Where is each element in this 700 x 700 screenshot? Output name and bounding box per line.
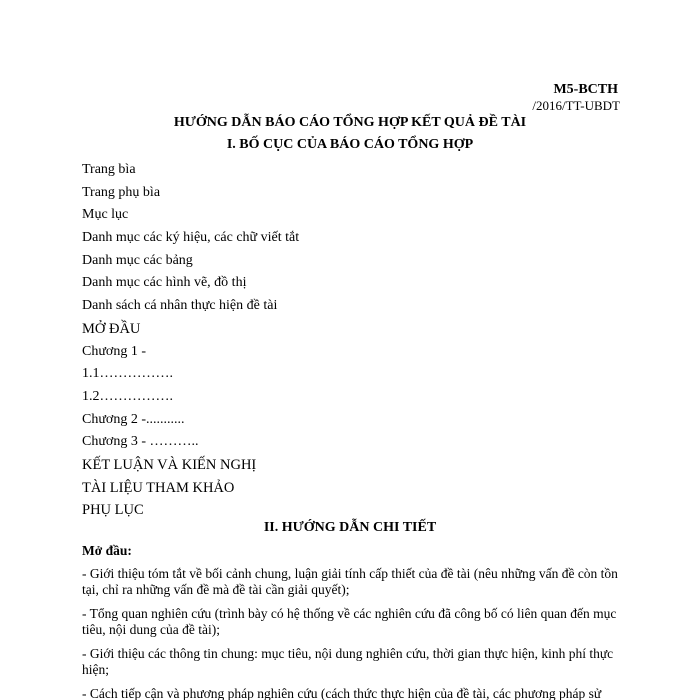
list-item: KẾT LUẬN VÀ KIẾN NGHỊ (82, 456, 257, 473)
paragraph: - Giới thiệu các thông tin chung: mục tiêu, nội dung nghiên cứu, thời gian thực hiện, kinh phí thực hiện; (82, 646, 614, 677)
list-item: 1.1……………. (82, 366, 173, 382)
list-item: Chương 3 - ……….. (82, 434, 199, 450)
list-item: TÀI LIỆU THAM KHẢO (82, 479, 235, 496)
list-item: Trang phụ bìa (82, 184, 161, 200)
list-item: Danh mục các ký hiệu, các chữ viết tắt (82, 230, 300, 246)
list-item: Danh mục các hình vẽ, đồ thị (82, 275, 247, 291)
paragraph: - Giới thiệu tóm tắt về bối cảnh chung, luận giải tính cấp thiết của đề tài (nêu những vấn đề còn tồn tại, chỉ ra những vấn đề mà đề tài cần giải quyết); (82, 566, 618, 597)
list-item: Mục lục (82, 207, 129, 223)
detail-section (82, 542, 620, 700)
section-2-heading: II. HƯỚNG DẪN CHI TIẾT (263, 520, 437, 535)
list-item: Danh mục các bảng (82, 252, 193, 268)
form-code: M5-BCTH (553, 82, 618, 97)
list-item: MỞ ĐẦU (82, 320, 141, 337)
paragraph: - Tổng quan nghiên cứu (trình bày có hệ thống về các nghiên cứu đã công bố có liên quan đến mục tiêu, nội dung của đề tài); (82, 606, 617, 637)
document-title: HƯỚNG DẪN BÁO CÁO TỔNG HỢP KẾT QUẢ ĐỀ TÀI (173, 115, 527, 130)
intro-subheading: Mở đầu: (82, 543, 132, 558)
list-item: Trang bìa (82, 162, 136, 177)
report-structure-list (82, 159, 299, 522)
list-item: Chương 2 -........... (82, 411, 185, 427)
list-item: 1.2……………. (82, 388, 173, 404)
section-1-heading: I. BỐ CỤC CỦA BÁO CÁO TỔNG HỢP (226, 137, 474, 152)
paragraph: - Cách tiếp cận và phương pháp nghiên cứu (cách thức thực hiện của đề tài, các phương pháp sử (82, 686, 602, 700)
circular-number: /2016/TT-UBDT (532, 98, 620, 113)
list-item: Chương 1 - (82, 343, 146, 359)
list-item: Danh sách cá nhân thực hiện đề tài (82, 298, 278, 314)
list-item: PHỤ LỤC (82, 502, 144, 519)
